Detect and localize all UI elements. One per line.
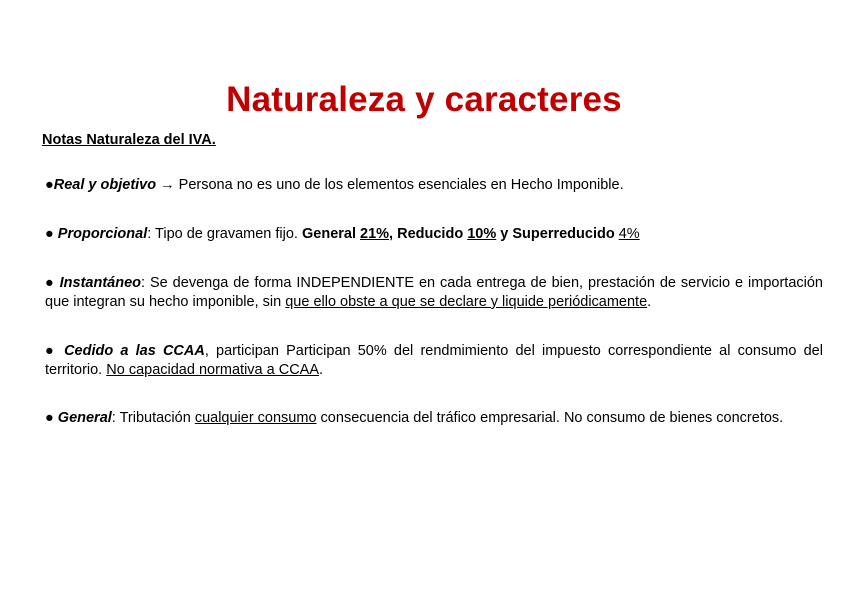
bullet: ● (45, 177, 54, 193)
item-separator: : (111, 410, 120, 426)
item-label: Cedido a las CCAA (64, 343, 205, 359)
general-value: 21%, (360, 226, 394, 242)
list-item (45, 225, 823, 244)
list-item (45, 342, 823, 380)
list-item (45, 274, 823, 312)
list-item (45, 409, 823, 428)
item-underlined-text: No capacidad normativa a CCAA (106, 362, 320, 378)
bullet: ● (45, 226, 58, 242)
item-label: Instantáneo (59, 275, 142, 291)
item-separator: : (141, 275, 150, 291)
superreducido-label: y Superreducido (496, 226, 619, 242)
superreducido-value: 4% (618, 226, 640, 242)
item-end: . (647, 294, 652, 310)
item-text: Tipo de gravamen fijo. (155, 226, 302, 242)
item-text: Tributación (119, 410, 195, 426)
item-text: Persona no es uno de los elementos esenciales en Hecho Imponible. (178, 177, 624, 193)
bullet: ● (45, 343, 65, 359)
item-end: . (319, 362, 324, 378)
arrow-icon: → (156, 177, 179, 193)
reducido-value: 10% (467, 226, 497, 242)
item-label: Real y objetivo (53, 177, 157, 193)
item-label: Proporcional (57, 226, 148, 242)
section-subtitle: Notas Naturaleza del IVA. (42, 132, 216, 148)
item-separator: : (147, 226, 156, 242)
bullet: ● (45, 410, 58, 426)
page-title: Naturaleza y caracteres (226, 80, 622, 119)
bullet: ● (45, 275, 60, 291)
item-underlined-text: que ello obste a que se declare y liquide periódicamente (285, 294, 648, 310)
item-underlined-text: cualquier consumo (194, 410, 317, 426)
list-item (45, 176, 823, 195)
item-text-after: consecuencia del tráfico empresarial. No consumo de bienes concretos. (316, 410, 784, 426)
item-text: Se devenga de forma INDEPENDIENTE en cada entrega de bien, prestación de servicio e importación que integran su hecho imponible, sin (45, 275, 823, 310)
item-text: , participan Participan 50% del rendmimiento del impuesto correspondiente al consumo del territorio. (45, 343, 823, 378)
reducido-label: Reducido (393, 226, 468, 242)
general-label: General (302, 226, 361, 242)
item-label: General (57, 410, 112, 426)
